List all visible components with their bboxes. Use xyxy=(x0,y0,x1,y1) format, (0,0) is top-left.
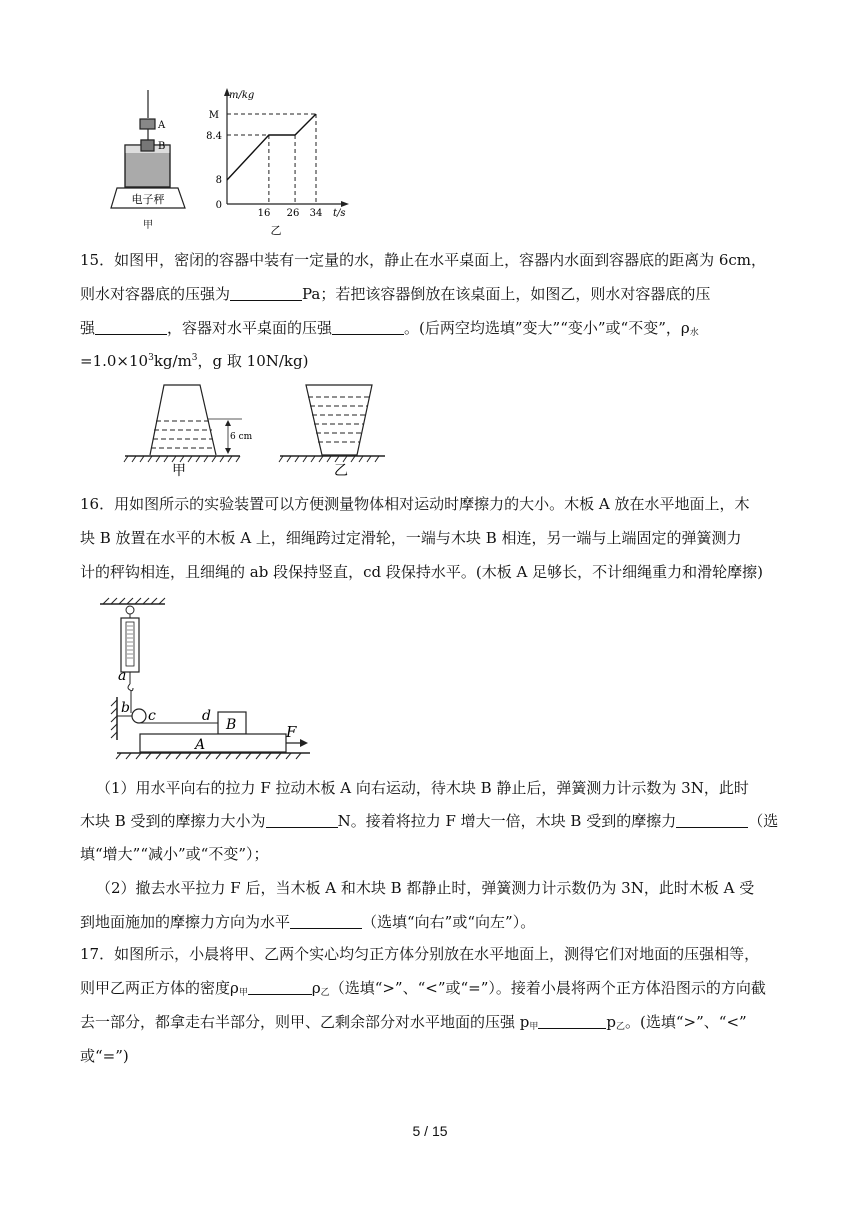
q14-figure xyxy=(95,82,365,237)
x-tick-34: 34 xyxy=(309,208,323,219)
answer-blank xyxy=(676,812,748,828)
q17-line2 xyxy=(80,978,766,1003)
q15-line1: 15．如图甲，密闭的容器中装有一定量的水，静止在水平桌面上，容器内水面到容器底的距离为 6cm， xyxy=(80,251,767,269)
q17-text: ρ xyxy=(311,979,321,997)
label-d-rope: d xyxy=(202,708,211,724)
caption-jia: 甲 xyxy=(172,463,186,479)
q16-text: 到地面施加的摩擦力方向为水平 xyxy=(80,913,291,931)
q15-text: =1.0×10 xyxy=(80,352,149,370)
q17-sub: 甲 xyxy=(238,988,248,998)
q17-sub: 甲 xyxy=(529,1022,539,1032)
q15-text: Pa；若把该容器倒放在该桌面上，如图乙，则水对容器底的压 xyxy=(302,285,711,303)
q15-text: 则水对容器底的压强为 xyxy=(80,285,231,303)
answer-blank xyxy=(538,1013,606,1029)
label-a-rope: a xyxy=(118,668,127,684)
x-tick-26: 26 xyxy=(286,208,300,219)
q17-text: p xyxy=(606,1013,616,1031)
q15-line4 xyxy=(80,348,308,371)
y-tick-8: 8 xyxy=(215,175,222,186)
container-inverted xyxy=(306,385,372,455)
electronic-scale-diagram xyxy=(111,90,185,208)
label-c-rope: c xyxy=(148,708,156,724)
answer-blank xyxy=(248,979,312,995)
mass-time-chart xyxy=(206,88,349,219)
q15-text: ，g 取 10N/kg) xyxy=(197,352,309,370)
ground-left xyxy=(124,456,240,462)
board-a xyxy=(140,734,286,752)
caption-yi: 乙 xyxy=(334,463,348,479)
q15-text: 强 xyxy=(80,319,96,337)
q16-text: （选填“向右”或“向左”）。 xyxy=(362,913,536,931)
answer-blank xyxy=(266,812,338,828)
q15-text: kg/m xyxy=(153,352,192,370)
q16-line3: 计的秤钩相连，且细绳的 ab 段保持竖直，cd 段保持水平。(木板 A 足够长，不计细绳重力和滑轮摩擦) xyxy=(80,563,763,581)
q17-line3 xyxy=(80,1012,747,1037)
q15-container-figure xyxy=(120,383,390,481)
q16-text: （选 xyxy=(748,812,779,830)
q17-text: 则甲乙两正方体的密度ρ xyxy=(80,979,239,997)
answer-blank xyxy=(95,319,167,335)
answer-blank xyxy=(290,913,362,929)
q16-line1: 16．用如图所示的实验装置可以方便测量物体相对运动时摩擦力的大小。木板 A 放在水平地面上，木 xyxy=(80,495,750,513)
q16-p2-line2 xyxy=(80,912,535,932)
label-block-b: B xyxy=(226,717,237,733)
mass-series-line xyxy=(227,114,316,180)
q16-text: N。接着将拉力 F 增大一倍，木块 B 受到的摩擦力 xyxy=(337,812,677,830)
answer-blank xyxy=(230,285,302,301)
y-tick-84: 8.4 xyxy=(206,131,222,142)
label-force: F xyxy=(286,723,297,741)
page-number: 5 / 15 xyxy=(412,1123,448,1139)
ground-right xyxy=(279,456,385,462)
depth-label: 6 cm xyxy=(230,432,253,442)
q15-sub: 水 xyxy=(689,328,699,338)
pulley xyxy=(132,709,146,723)
label-a: A xyxy=(158,120,166,131)
q16-text: 木块 B 受到的摩擦力大小为 xyxy=(80,812,266,830)
label-board-a: A xyxy=(195,737,206,753)
q15-sup: 3 xyxy=(148,353,154,363)
q17-text: （选填“>”、“<”或“=”）。接着小晨将两个正方体沿图示的方向截 xyxy=(329,979,766,997)
q15-text: 。(后两空均选填”变大”“变小”或“不变”，ρ xyxy=(404,319,690,337)
y-tick-m: M xyxy=(208,110,219,121)
ceiling xyxy=(100,598,165,604)
x-tick-16: 16 xyxy=(257,208,271,219)
q16-p1-line2 xyxy=(80,811,778,831)
wall xyxy=(111,697,117,740)
q17-sub: 乙 xyxy=(616,1022,626,1032)
label-b: B xyxy=(158,141,166,152)
q16-line2: 块 B 放置在水平的木板 A 上，细绳跨过定滑轮，一端与木块 B 相连，另一端与上端固定的弹簧测力 xyxy=(80,529,742,547)
spring-scale xyxy=(121,606,139,713)
q15-text: ，容器对水平桌面的压强 xyxy=(167,319,333,337)
y-axis-label: m/kg xyxy=(229,90,255,101)
q15-line2 xyxy=(80,284,710,304)
q17-line1: 17．如图所示，小晨将甲、乙两个实心均匀正方体分别放在水平地面上，测得它们对地面的压强相等， xyxy=(80,945,760,963)
q17-text: 去一部分，都拿走右半部分，则甲、乙剩余部分对水平地面的压强 p xyxy=(80,1013,530,1031)
label-b-rope: b xyxy=(121,700,130,716)
y-tick-0: 0 xyxy=(215,200,222,211)
answer-blank xyxy=(332,319,404,335)
q16-p1-line3: 填“增大”“减小”或“不变”）； xyxy=(80,845,269,863)
q15-sup: 3 xyxy=(191,353,198,363)
q16-apparatus-figure xyxy=(95,592,315,762)
q15-line3 xyxy=(80,318,699,343)
caption-jia: 甲 xyxy=(143,220,153,231)
q17-line4: 或“=”) xyxy=(80,1047,129,1065)
q16-p2-line1: （2）撤去水平拉力 F 后，当木板 A 和木块 B 都静止时，弹簧测力计示数仍为 3N，此时木板 A 受 xyxy=(96,879,755,897)
q17-text: 。(选填“>”、“<” xyxy=(625,1013,747,1031)
scale-label: 电子秤 xyxy=(131,193,165,206)
container-upright xyxy=(150,385,242,455)
x-axis-label: t/s xyxy=(333,208,346,219)
caption-yi: 乙 xyxy=(270,224,282,237)
q17-sub: 乙 xyxy=(320,988,330,998)
ground xyxy=(116,753,310,759)
q16-p1-line1: （1）用水平向右的拉力 F 拉动木板 A 向右运动，待木块 B 静止后，弹簧测力计示数为 3N，此时 xyxy=(96,779,749,797)
